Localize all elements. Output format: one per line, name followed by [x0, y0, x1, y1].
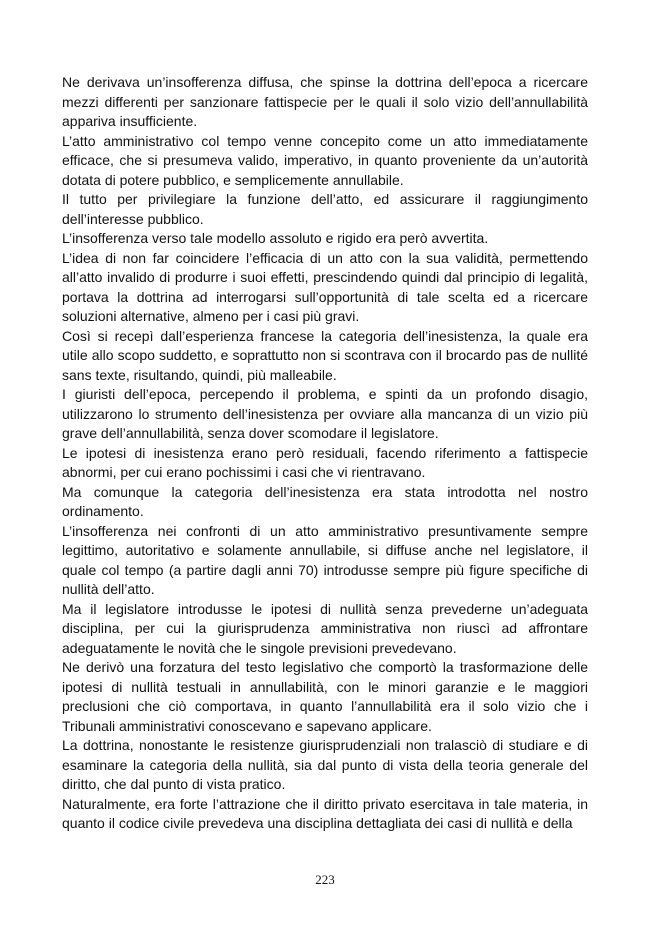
paragraph: Naturalmente, era forte l’attrazione che il diritto privato esercitava in tale materia, in quanto il codice civile prevedeva una disciplina dettagliata dei casi di nullità e della — [62, 795, 588, 831]
page-number: 223 — [315, 872, 335, 887]
paragraph: Così si recepì dall’esperienza francese la categoria dell’inesistenza, la quale era utile allo scopo suddetto, e soprattutto non si scontrava con il brocardo pas de nullité sans texte, risultando, quindi, più malleabile. — [62, 327, 588, 383]
paragraph: L’insofferenza verso tale modello assoluto e rigido era però avvertita. — [62, 230, 489, 246]
paragraph: Ma il legislatore introdusse le ipotesi di nullità senza prevederne un’adeguata disciplina, per cui la giurisprudenza amministrativa non riuscì ad affrontare adeguatamente le novità che le singole previsioni prevedevano. — [62, 600, 588, 656]
paragraph: L’insofferenza nei confronti di un atto amministrativo presuntivamente sempre legittimo, autoritativo e solamente annullabile, si diffuse anche nel legislatore, il quale col tempo (a partire dagli anni 70) introdusse sempre più figure specifiche di nullità dell’atto. — [62, 522, 588, 597]
paragraph: I giuristi dell’epoca, percependo il problema, e spinti da un profondo disagio, utilizzarono lo strumento dell’inesistenza per ovviare alla mancanza di un vizio più grave dell’annullabilità, senza dover scomodare il legislatore. — [62, 386, 588, 441]
body-text — [62, 73, 588, 834]
paragraph: Ne derivava un’insofferenza diffusa, che spinse la dottrina dell’epoca a ricercare mezzi differenti per sanzionare fattispecie per le quali il solo vizio dell’annullabilità appariva insufficiente. — [62, 74, 588, 129]
paragraph: La dottrina, nonostante le resistenze giurisprudenziali non tralasciò di studiare e di esaminare la categoria della nullità, sia dal punto di vista della teoria generale del diritto, che dal punto di vista pratico. — [62, 737, 588, 792]
paragraph: Le ipotesi di inesistenza erano però residuali, facendo riferimento a fattispecie abnormi, per cui erano pochissimi i casi che vi rientravano. — [62, 444, 588, 480]
paragraph: Ne derivò una forzatura del testo legislativo che comportò la trasformazione delle ipotesi di nullità testuali in annullabilità, con le minori garanzie e le maggiori preclusioni che ciò comportava, in quanto l’annullabilità era il solo vizio che i Tribunali amministrativi conoscevano e sapevano applicare. — [62, 659, 588, 734]
paragraph: L’atto amministrativo col tempo venne concepito come un atto immediatamente efficace, che si presumeva valido, imperativo, in quanto proveniente da un’autorità dotata di potere pubblico, e semplicemente annullabile. — [62, 132, 588, 188]
paragraph: Il tutto per privilegiare la funzione dell’atto, ed assicurare il raggiungimento dell’interesse pubblico. — [62, 191, 588, 227]
paragraph: L’idea di non far coincidere l’efficacia di un atto con la sua validità, permettendo all’atto invalido di produrre i suoi effetti, prescindendo quindi dal principio di legalità, portava la dottrina ad interrogarsi sull’opportunità di tale scelta ed a ricercare soluzioni alternative, almeno per i casi più gravi. — [62, 249, 588, 324]
paragraph: Ma comunque la categoria dell’inesistenza era stata introdotta nel nostro ordinamento. — [62, 483, 588, 519]
